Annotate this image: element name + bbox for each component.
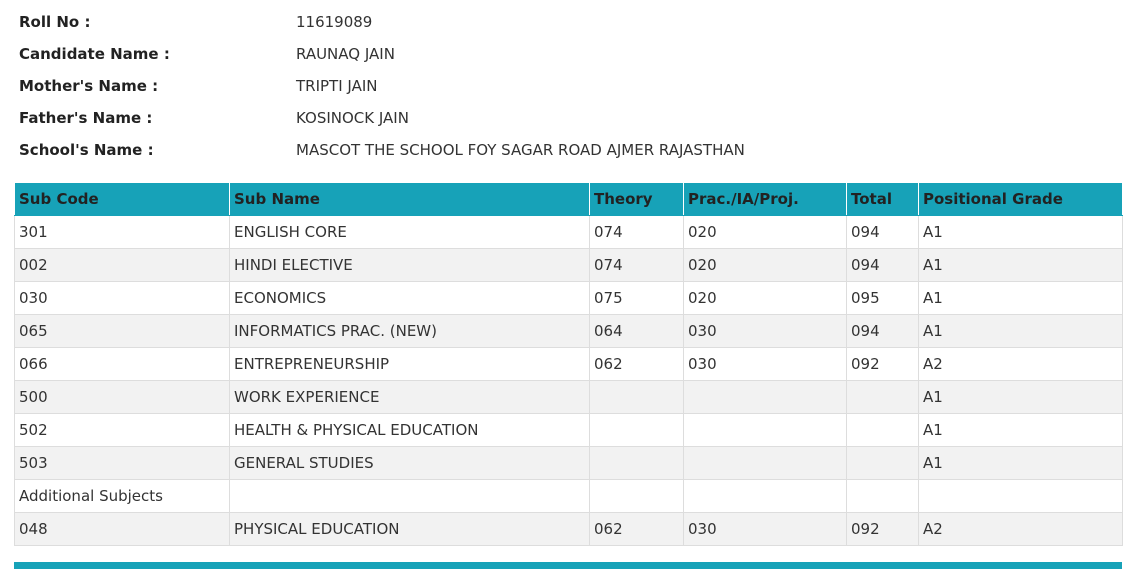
cell-sub-code: 002: [15, 249, 230, 282]
result-footer-bar: [14, 562, 1122, 569]
marks-header-row: [15, 183, 1123, 216]
cell-sub-code: 502: [15, 414, 230, 447]
school-name-label: School's Name :: [19, 141, 154, 159]
mother-name-value: TRIPTI JAIN: [296, 77, 378, 95]
cell-practical: 020: [684, 216, 847, 249]
cell-total: 095: [847, 282, 919, 315]
cell-grade: A1: [919, 414, 1123, 447]
cell-total: 094: [847, 216, 919, 249]
table-row: [15, 381, 1123, 414]
table-row: [15, 414, 1123, 447]
cell-sub-name: ENGLISH CORE: [230, 216, 590, 249]
father-name-value: KOSINOCK JAIN: [296, 109, 409, 127]
cell-theory: 074: [590, 216, 684, 249]
table-row: [15, 315, 1123, 348]
header-sub-name: Sub Name: [230, 183, 590, 216]
cell-total: 094: [847, 315, 919, 348]
cell-total: 092: [847, 348, 919, 381]
cell-sub-code: 500: [15, 381, 230, 414]
marks-table: [14, 182, 1123, 546]
cell-theory: 062: [590, 513, 684, 546]
header-total: Total: [847, 183, 919, 216]
cell-practical: 030: [684, 513, 847, 546]
cell-total: [847, 480, 919, 513]
candidate-name-value: RAUNAQ JAIN: [296, 45, 395, 63]
cell-practical: [684, 447, 847, 480]
cell-sub-name: [230, 480, 590, 513]
cell-practical: [684, 480, 847, 513]
cell-sub-code: 503: [15, 447, 230, 480]
cell-practical: 020: [684, 282, 847, 315]
roll-no-label: Roll No :: [19, 13, 91, 31]
school-name-row: [19, 134, 1119, 166]
father-name-row: [19, 102, 1119, 134]
table-row: [15, 216, 1123, 249]
table-row: [15, 282, 1123, 315]
cell-theory: 064: [590, 315, 684, 348]
cell-sub-name: HINDI ELECTIVE: [230, 249, 590, 282]
cell-grade: A1: [919, 381, 1123, 414]
mother-name-label: Mother's Name :: [19, 77, 159, 95]
cell-theory: [590, 381, 684, 414]
cell-theory: 062: [590, 348, 684, 381]
table-row: [15, 348, 1123, 381]
cell-sub-code: 048: [15, 513, 230, 546]
cell-grade: A2: [919, 513, 1123, 546]
cell-sub-name: HEALTH & PHYSICAL EDUCATION: [230, 414, 590, 447]
cell-total: [847, 447, 919, 480]
cell-sub-name: GENERAL STUDIES: [230, 447, 590, 480]
header-practical: Prac./IA/Proj.: [684, 183, 847, 216]
header-theory: Theory: [590, 183, 684, 216]
cell-sub-name: ENTREPRENEURSHIP: [230, 348, 590, 381]
cell-theory: 074: [590, 249, 684, 282]
father-name-label: Father's Name :: [19, 109, 153, 127]
cell-grade: A1: [919, 282, 1123, 315]
cell-theory: 075: [590, 282, 684, 315]
cell-grade: A1: [919, 216, 1123, 249]
table-row-additional-subjects: [15, 480, 1123, 513]
header-positional-grade: Positional Grade: [919, 183, 1123, 216]
cell-sub-name: ECONOMICS: [230, 282, 590, 315]
cell-grade: A2: [919, 348, 1123, 381]
cell-total: 092: [847, 513, 919, 546]
cell-practical: 030: [684, 348, 847, 381]
cell-grade: A1: [919, 447, 1123, 480]
cell-sub-code: 030: [15, 282, 230, 315]
cell-total: [847, 414, 919, 447]
cell-total: 094: [847, 249, 919, 282]
cell-total: [847, 381, 919, 414]
cell-grade: A1: [919, 249, 1123, 282]
cell-grade: A1: [919, 315, 1123, 348]
cell-practical: [684, 414, 847, 447]
cell-sub-name: INFORMATICS PRAC. (NEW): [230, 315, 590, 348]
mother-name-row: [19, 70, 1119, 102]
candidate-name-label: Candidate Name :: [19, 45, 170, 63]
candidate-name-row: [19, 38, 1119, 70]
roll-no-row: [19, 6, 1119, 38]
cell-grade: [919, 480, 1123, 513]
cell-practical: [684, 381, 847, 414]
cell-sub-code: 301: [15, 216, 230, 249]
candidate-info: [19, 6, 1119, 166]
table-row: [15, 447, 1123, 480]
cell-theory: [590, 480, 684, 513]
table-row: [15, 513, 1123, 546]
table-row: [15, 249, 1123, 282]
cell-practical: 030: [684, 315, 847, 348]
cell-theory: [590, 447, 684, 480]
school-name-value: MASCOT THE SCHOOL FOY SAGAR ROAD AJMER RAJASTHAN: [296, 141, 745, 159]
cell-sub-name: WORK EXPERIENCE: [230, 381, 590, 414]
header-sub-code: Sub Code: [15, 183, 230, 216]
cell-sub-code: 065: [15, 315, 230, 348]
cell-sub-code: 066: [15, 348, 230, 381]
cell-practical: 020: [684, 249, 847, 282]
roll-no-value: 11619089: [296, 13, 373, 31]
cell-theory: [590, 414, 684, 447]
cell-section-label: Additional Subjects: [15, 480, 230, 513]
cell-sub-name: PHYSICAL EDUCATION: [230, 513, 590, 546]
